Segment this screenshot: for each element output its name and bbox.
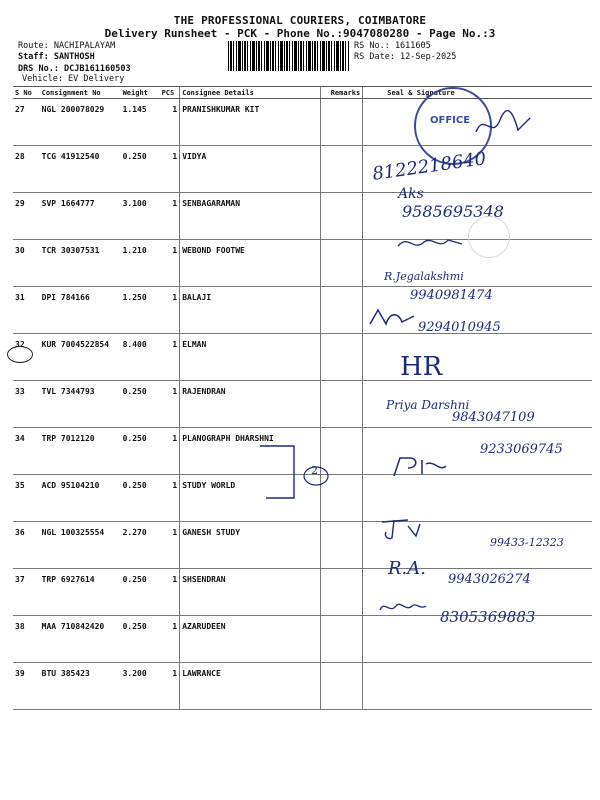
cell-remarks [321,334,363,381]
cell-sno: 31 [13,287,40,334]
cell-consignment-no: TVL 7344793 [40,381,121,428]
cell-consignee: SENBAGARAMAN [180,193,321,240]
cell-remarks [321,569,363,616]
cell-sno: 38 [13,616,40,663]
cell-weight: 1.250 [121,287,160,334]
cell-weight: 2.270 [121,522,160,569]
cell-consignee: ELMAN [180,334,321,381]
faint-stamp [468,216,510,258]
signature-33: HR [400,352,443,382]
cell-consignment-no: BTU 385423 [40,663,121,710]
table-header [13,87,592,99]
table-row [13,334,592,381]
cell-pcs: 1 [160,428,180,475]
handwriting-31: 9940981474 [410,288,493,303]
cell-weight: 0.250 [121,146,160,193]
cell-consignment-no: NGL 100325554 [40,522,121,569]
cell-weight: 0.250 [121,475,160,522]
cell-weight: 0.250 [121,569,160,616]
rs-date: RS Date: 12-Sep-2025 [354,52,457,62]
cell-weight: 0.250 [121,428,160,475]
vehicle-info: Vehicle: EV Delivery [22,74,125,84]
cell-remarks [321,99,363,146]
cell-consignee: BALAJI [180,287,321,334]
handwriting-38: 9943026274 [448,572,531,587]
cell-consignee: LAWRANCE [180,663,321,710]
cell-remarks [321,381,363,428]
cell-sno: 37 [13,569,40,616]
handwriting-39: 8305369883 [440,608,536,626]
table-row [13,146,592,193]
handwriting-34-phone: 9843047109 [452,410,535,425]
cell-consignment-no: DPI 784166 [40,287,121,334]
cell-remarks [321,522,363,569]
cell-remarks [321,616,363,663]
cell-sno: 29 [13,193,40,240]
cell-weight: 1.210 [121,240,160,287]
cell-seal [363,663,592,710]
handwriting-29: 9585695348 [402,202,504,221]
cell-consignment-no: TCR 30307531 [40,240,121,287]
signature-38: R.A. [388,558,426,579]
cell-sno: 28 [13,146,40,193]
cell-sno: 30 [13,240,40,287]
cell-sno: 34 [13,428,40,475]
cell-pcs: 1 [160,522,180,569]
cell-consignment-no: KUR 7004522854 [40,334,121,381]
cell-pcs: 1 [160,663,180,710]
cell-weight: 3.100 [121,193,160,240]
col-sno: S No [13,87,40,99]
cell-weight: 3.200 [121,663,160,710]
cell-weight: 1.145 [121,99,160,146]
signature-39 [378,598,428,616]
handwriting-35: 9233069745 [480,442,563,457]
cell-weight: 0.250 [121,616,160,663]
cell-pcs: 1 [160,616,180,663]
col-consignee: Consignee Details [180,87,321,99]
cell-pcs: 1 [160,475,180,522]
drs-info: DRS No.: DCJB161160503 [18,64,131,74]
cell-consignee: AZARUDEEN [180,616,321,663]
cell-sno: 27 [13,99,40,146]
route-info: Route: NACHIPALAYAM [18,41,116,51]
cell-consignment-no: ACD 95104210 [40,475,121,522]
cell-consignment-no: TCG 41912540 [40,146,121,193]
col-seal: Seal & Signature [363,87,592,99]
table-row [13,287,592,334]
signature-31: R.Jegalakshmi [384,270,464,283]
cell-seal [363,334,592,381]
cell-pcs: 1 [160,240,180,287]
signature-27 [474,110,534,140]
cell-consignment-no: SVP 1664777 [40,193,121,240]
signature-36 [390,454,450,480]
cell-consignee: SHSENDRAN [180,569,321,616]
row-33-circle [7,346,33,363]
cell-consignee: RAJENDRAN [180,381,321,428]
col-pcs: PCS [160,87,180,99]
barcode [228,41,350,71]
handwriting-28: 8122218640 [371,148,488,185]
col-remarks: Remarks [321,87,363,99]
cell-seal [363,475,592,522]
cell-sno: 36 [13,522,40,569]
mark-36: 2 [311,464,318,477]
runsheet-subtitle: Delivery Runsheet - PCK - Phone No.:9047080280 - Page No.:3 [104,27,496,40]
signature-30 [396,232,466,254]
cell-pcs: 1 [160,381,180,428]
cell-remarks [321,663,363,710]
cell-sno: 32 [13,334,40,381]
signature-29: Aks [398,186,424,202]
handwriting-37: 99433-12323 [490,536,564,549]
cell-sno: 35 [13,475,40,522]
cell-pcs: 1 [160,334,180,381]
bracket-mark-36 [256,440,336,504]
cell-consignee: WEBOND FOOTWE [180,240,321,287]
cell-consignee: PLANOGRAPH DHARSHNI [180,428,321,475]
handwriting-34-name: Priya Darshni [386,398,470,412]
cell-consignee: STUDY WORLD [180,475,321,522]
handwriting-32: 9294010945 [418,320,501,335]
col-weight: Weight [121,87,160,99]
cell-pcs: 1 [160,146,180,193]
cell-consignment-no: NGL 200078029 [40,99,121,146]
cell-weight: 0.250 [121,381,160,428]
table-row [13,663,592,710]
cell-remarks [321,240,363,287]
cell-pcs: 1 [160,193,180,240]
cell-weight: 8.400 [121,334,160,381]
cell-consignee: PRANISHKUMAR KIT [180,99,321,146]
company-title: THE PROFESSIONAL COURIERS, COIMBATORE [173,14,427,27]
cell-consignee: GANESH STUDY [180,522,321,569]
stamp-text: OFFICE [430,115,471,126]
rs-number: RS No.: 1611605 [354,41,431,51]
cell-consignee: VIDYA [180,146,321,193]
col-consignment: Consignment No [40,87,121,99]
cell-consignment-no: TRP 6927614 [40,569,121,616]
cell-remarks [321,193,363,240]
cell-pcs: 1 [160,99,180,146]
cell-consignment-no: MAA 710842420 [40,616,121,663]
staff-info: Staff: SANTHOSH [18,52,95,62]
cell-sno: 33 [13,381,40,428]
cell-remarks [321,287,363,334]
cell-pcs: 1 [160,287,180,334]
cell-remarks [321,146,363,193]
signature-32 [368,306,418,330]
signature-37 [378,516,424,542]
cell-sno: 39 [13,663,40,710]
cell-consignment-no: TRP 7012120 [40,428,121,475]
cell-pcs: 1 [160,569,180,616]
